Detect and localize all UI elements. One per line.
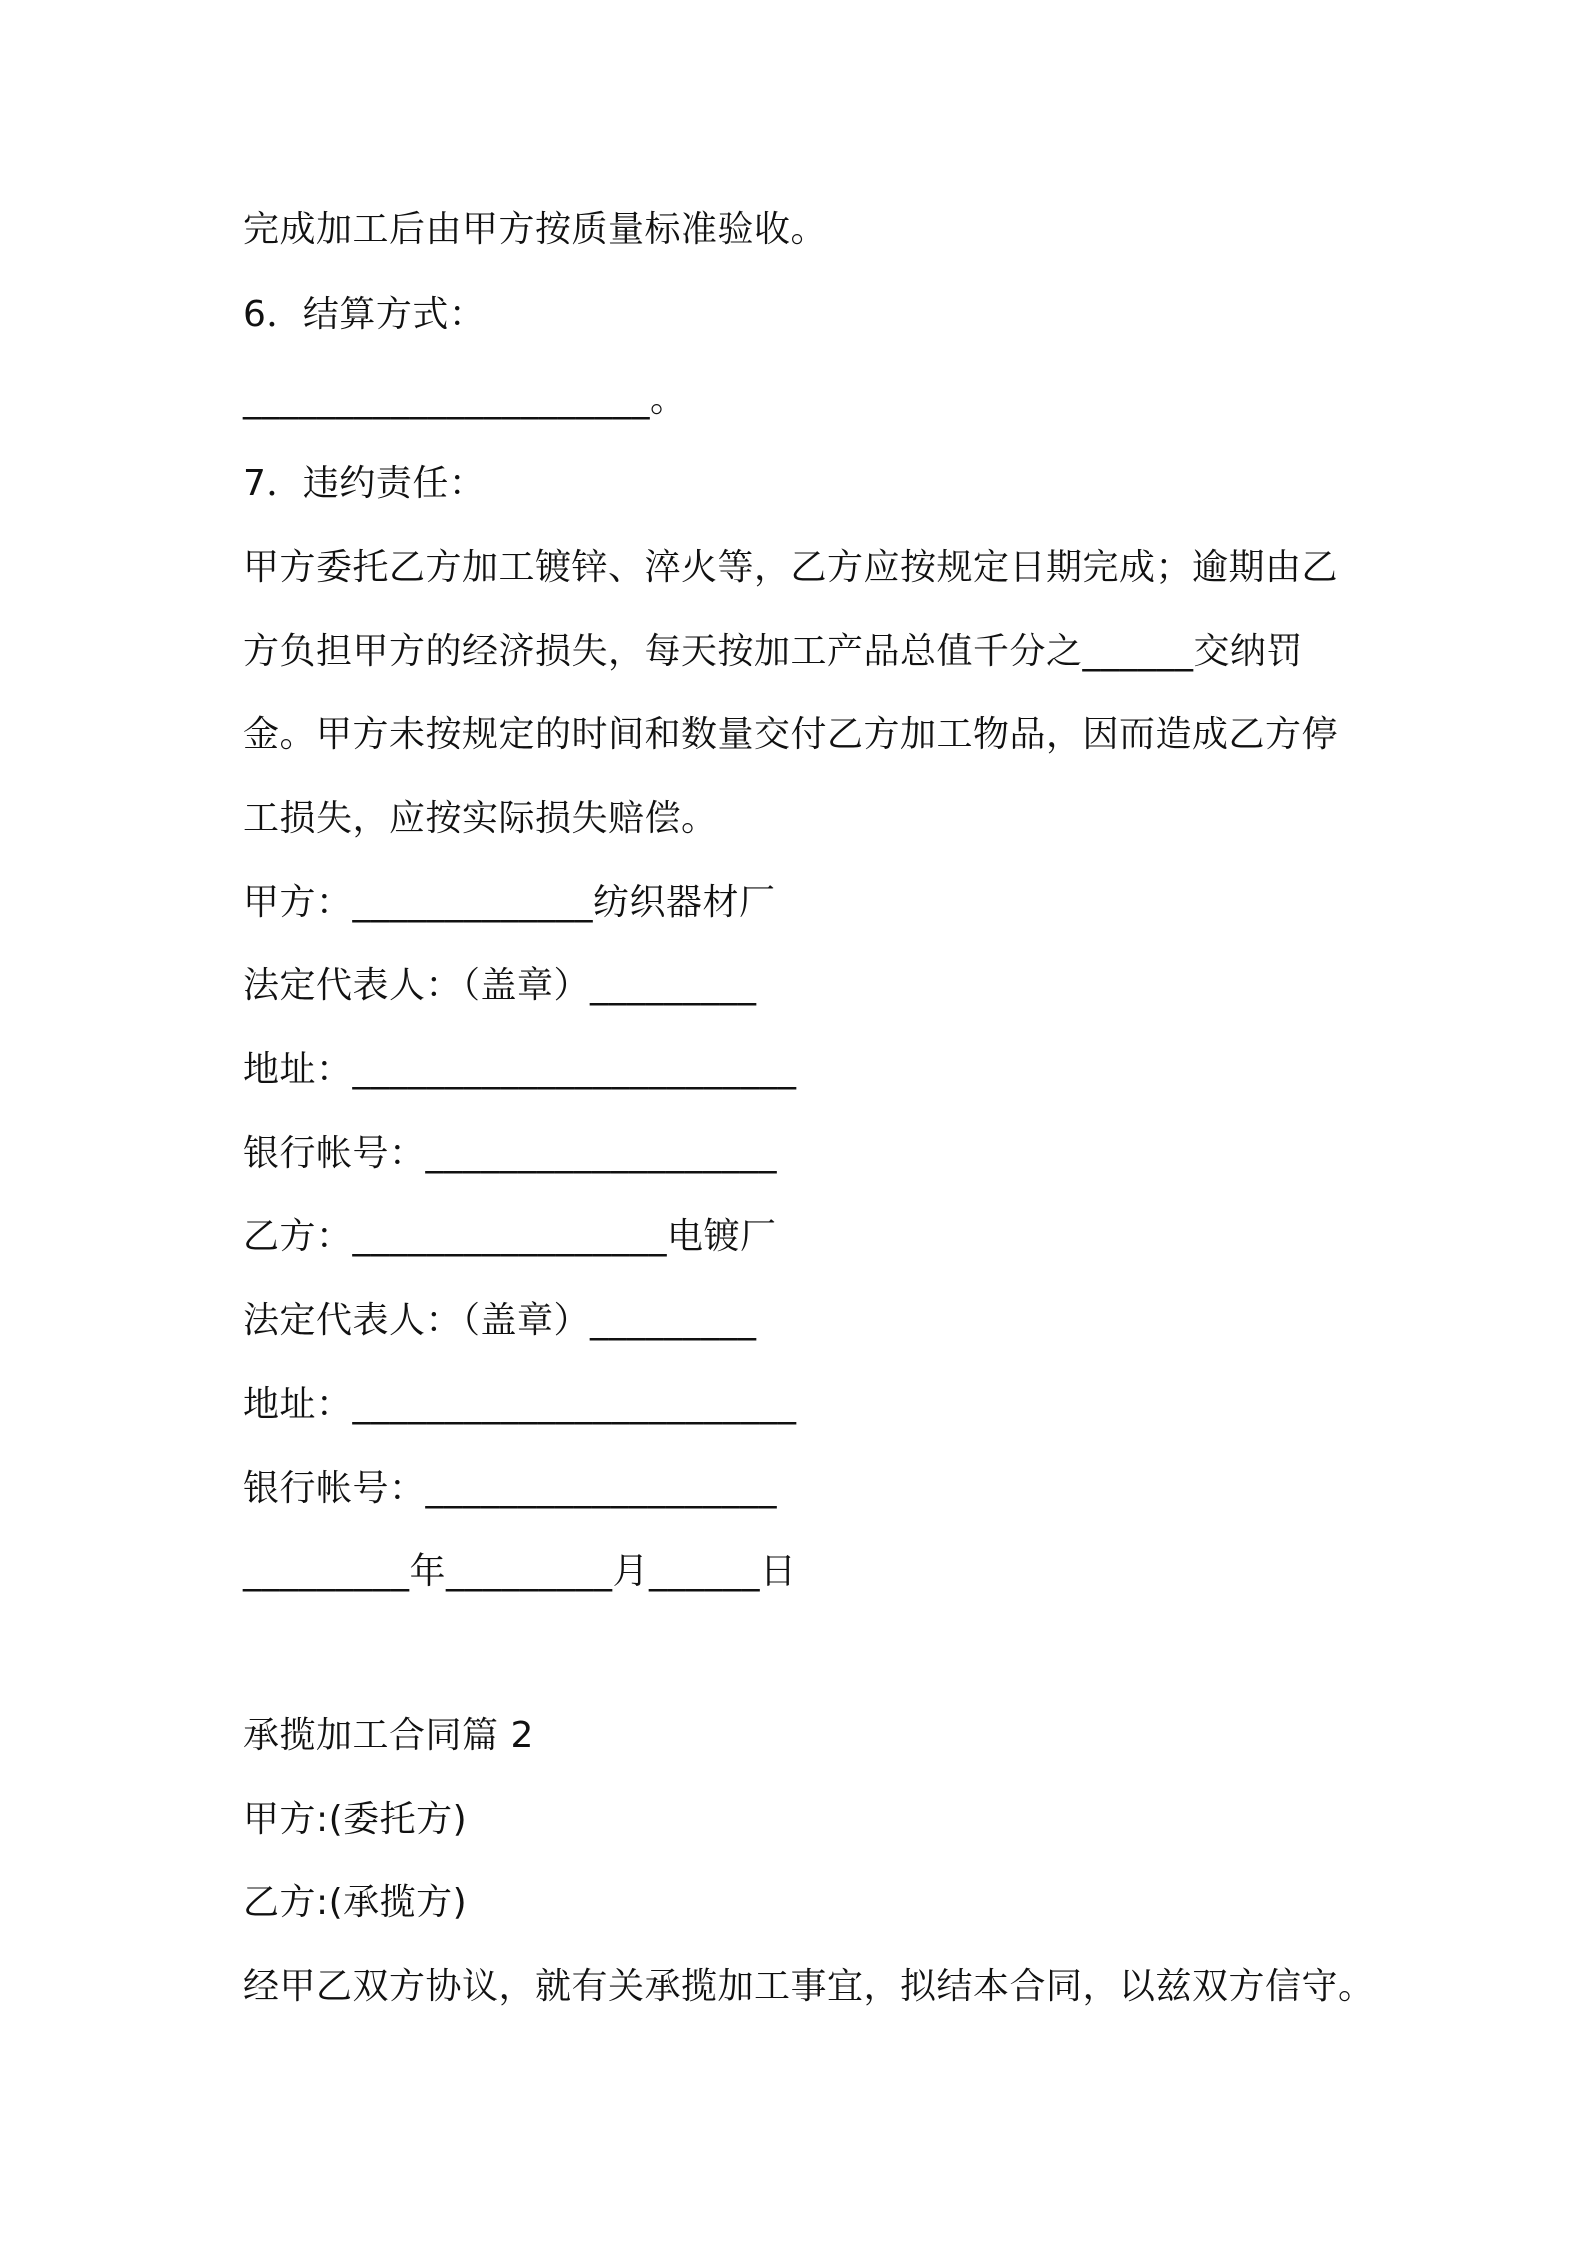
section-heading: 6．结算方式：	[243, 294, 486, 335]
party-a-bank-account: 银行帐号：___________________	[243, 1133, 778, 1174]
text-line: 工损失，应按实际损失赔偿。	[243, 798, 718, 839]
party-b-line: 乙方：_________________电镀厂	[243, 1216, 777, 1257]
party-a-line: 甲方：_____________纺织器材厂	[243, 882, 776, 923]
text-line: 甲方委托乙方加工镀锌、淬火等，乙方应按规定日期完成；逾期由乙	[243, 547, 1339, 588]
party-b-address: 地址：________________________	[243, 1384, 797, 1425]
text-line: 经甲乙双方协议，就有关承揽加工事宜，拟结本合同，以兹双方信守。	[243, 1966, 1375, 2007]
party-b-representative: 法定代表人：（盖章）_________	[243, 1300, 757, 1341]
section-heading: 7．违约责任：	[243, 463, 486, 504]
text-line: 方负担甲方的经济损失，每天按加工产品总值千分之______交纳罚	[243, 631, 1304, 672]
blank-fill-line: ______________________。	[243, 379, 687, 420]
party-a-address: 地址：________________________	[243, 1049, 797, 1090]
party-b-bank-account: 银行帐号：___________________	[243, 1468, 778, 1509]
party-a-representative: 法定代表人：（盖章）_________	[243, 965, 757, 1006]
date-line: _________年_________月______日	[243, 1551, 797, 1592]
text-line: 完成加工后由甲方按质量标准验收。	[243, 209, 828, 250]
party-b-contractor: 乙方:(承揽方)	[243, 1882, 468, 1923]
party-a-entrusting: 甲方:(委托方)	[243, 1799, 468, 1840]
text-line: 金。甲方未按规定的时间和数量交付乙方加工物品，因而造成乙方停	[243, 714, 1339, 755]
contract-title: 承揽加工合同篇 2	[243, 1715, 534, 1756]
